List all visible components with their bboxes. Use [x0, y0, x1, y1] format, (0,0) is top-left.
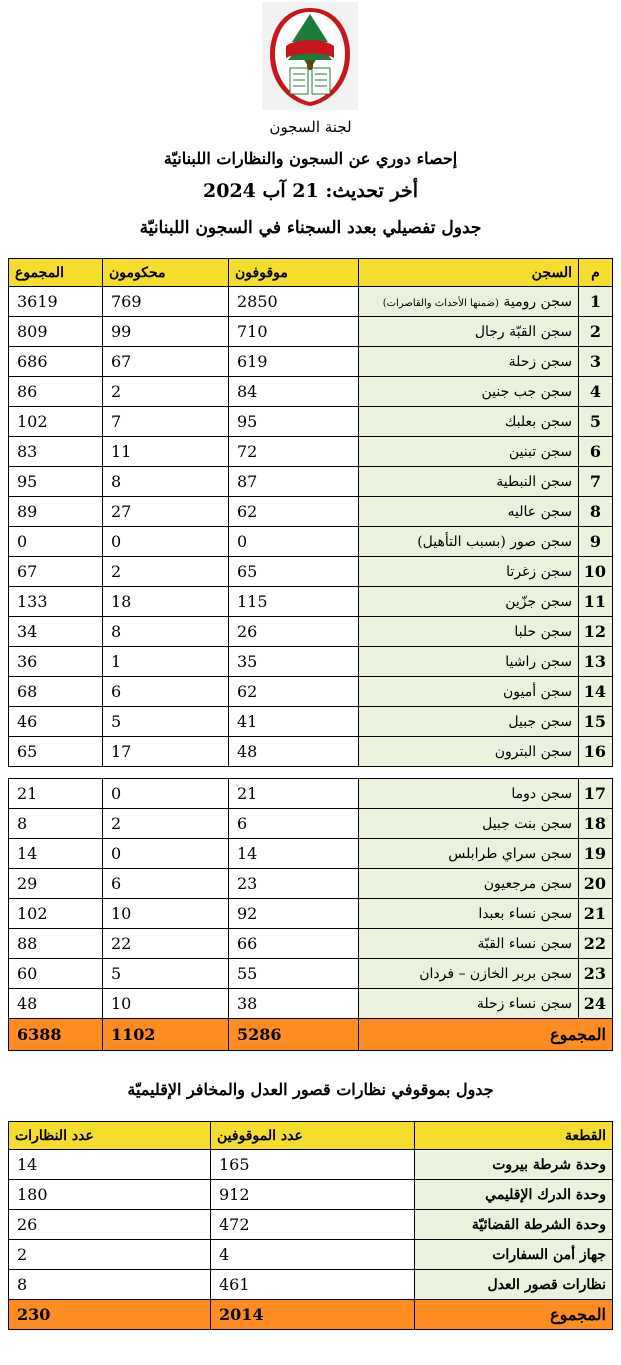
row-index: 21 — [579, 899, 613, 929]
total-count: 86 — [9, 377, 103, 407]
unit-name: وحدة الشرطة القضائيّة — [415, 1210, 613, 1240]
table-row — [9, 677, 613, 707]
detained-count: 26 — [229, 617, 359, 647]
cell-count: 180 — [9, 1180, 211, 1210]
col-total: المجموع — [9, 259, 103, 287]
spacer-cell — [9, 767, 613, 779]
row-index: 11 — [579, 587, 613, 617]
sentenced-count: 0 — [103, 527, 229, 557]
report-title: إحصاء دوري عن السجون والنظارات اللبنانيّة — [163, 149, 458, 168]
table-row — [9, 287, 613, 317]
prison-name: سجن دوما — [359, 779, 579, 809]
col-cells: عدد النظارات — [9, 1122, 211, 1150]
table-row — [9, 779, 613, 809]
detained-count: 710 — [229, 317, 359, 347]
table-spacer — [9, 767, 613, 779]
prison-name: سجن بربر الخازن – فردان — [359, 959, 579, 989]
regional-table-header — [9, 1122, 613, 1150]
prison-name: سجن زحلة — [359, 347, 579, 377]
total-count: 67 — [9, 557, 103, 587]
total-count: 83 — [9, 437, 103, 467]
col-sentenced: محكومون — [103, 259, 229, 287]
prison-name: سجن النبطية — [359, 467, 579, 497]
row-index: 15 — [579, 707, 613, 737]
sentenced-count: 2 — [103, 557, 229, 587]
sentenced-count: 6 — [103, 869, 229, 899]
total-count: 46 — [9, 707, 103, 737]
detained-count: 66 — [229, 929, 359, 959]
regional-table-title: جدول بموقوفي نظارات قصور العدل والمخافر الإقليميّة — [127, 1080, 494, 1099]
detained-count: 84 — [229, 377, 359, 407]
row-index: 16 — [579, 737, 613, 767]
total-count: 3619 — [9, 287, 103, 317]
prison-name: سجن زغرتا — [359, 557, 579, 587]
table-row — [9, 707, 613, 737]
sentenced-count: 8 — [103, 467, 229, 497]
detained-count: 38 — [229, 989, 359, 1019]
sentenced-count: 99 — [103, 317, 229, 347]
col-unit: القطعة — [415, 1122, 613, 1150]
sentenced-count: 10 — [103, 989, 229, 1019]
total-count: 21 — [9, 779, 103, 809]
prison-name: سجن جب جنين — [359, 377, 579, 407]
sentenced-count: 8 — [103, 617, 229, 647]
total-count: 29 — [9, 869, 103, 899]
total-count: 88 — [9, 929, 103, 959]
sentenced-count: 0 — [103, 779, 229, 809]
detained-count: 55 — [229, 959, 359, 989]
unit-name: جهاز أمن السفارات — [415, 1240, 613, 1270]
sentenced-count: 5 — [103, 959, 229, 989]
prison-name: سجن بعلبك — [359, 407, 579, 437]
table-row — [9, 587, 613, 617]
total-count: 133 — [9, 587, 103, 617]
total-count: 65 — [9, 737, 103, 767]
row-index: 20 — [579, 869, 613, 899]
detained-count: 23 — [229, 869, 359, 899]
detained-count: 62 — [229, 497, 359, 527]
row-index: 9 — [579, 527, 613, 557]
prison-name: سجن راشيا — [359, 647, 579, 677]
total-count: 0 — [9, 527, 103, 557]
bar-association-logo — [262, 2, 358, 110]
prisons-table-header — [9, 259, 613, 287]
unit-name: نظارات قصور العدل — [415, 1270, 613, 1300]
cell-count: 2 — [9, 1240, 211, 1270]
prison-name: سجن نساء زحلة — [359, 989, 579, 1019]
prison-name: سجن نساء القبّة — [359, 929, 579, 959]
prison-name: سجن تبنين — [359, 437, 579, 467]
sentenced-count: 67 — [103, 347, 229, 377]
row-index: 18 — [579, 809, 613, 839]
row-index: 22 — [579, 929, 613, 959]
total-label: المجموع — [415, 1300, 613, 1330]
table-row — [9, 617, 613, 647]
prison-name — [359, 287, 579, 317]
total-count: 95 — [9, 467, 103, 497]
detained-count: 72 — [229, 437, 359, 467]
sentenced-count: 6 — [103, 677, 229, 707]
sentenced-count: 18 — [103, 587, 229, 617]
cell-count: 26 — [9, 1210, 211, 1240]
total-count: 8 — [9, 809, 103, 839]
row-index: 7 — [579, 467, 613, 497]
regional-table — [8, 1121, 613, 1330]
detained-count: 41 — [229, 707, 359, 737]
detained-count: 21 — [229, 779, 359, 809]
prison-name: سجن حلبا — [359, 617, 579, 647]
row-index: 4 — [579, 377, 613, 407]
col-prison: السجن — [359, 259, 579, 287]
detained-count: 48 — [229, 737, 359, 767]
total-count: 60 — [9, 959, 103, 989]
table-row — [9, 929, 613, 959]
table-row — [9, 497, 613, 527]
table-row — [9, 317, 613, 347]
row-index: 5 — [579, 407, 613, 437]
detained-count: 95 — [229, 407, 359, 437]
table-row — [9, 527, 613, 557]
cell-count: 14 — [9, 1150, 211, 1180]
total-row — [9, 1019, 613, 1051]
detainee-count: 165 — [211, 1150, 415, 1180]
table-row — [9, 557, 613, 587]
prison-note: (ضمنها الأحداث والقاصرات) — [382, 297, 499, 309]
total-count: 48 — [9, 989, 103, 1019]
table-row — [9, 1240, 613, 1270]
table-row — [9, 407, 613, 437]
col-index: م — [579, 259, 613, 287]
row-index: 17 — [579, 779, 613, 809]
prison-name: سجن نساء بعبدا — [359, 899, 579, 929]
prison-name: سجن عاليه — [359, 497, 579, 527]
prison-name: سجن أميون — [359, 677, 579, 707]
total-count: 809 — [9, 317, 103, 347]
sentenced-count: 769 — [103, 287, 229, 317]
detained-count: 2850 — [229, 287, 359, 317]
sentenced-count: 27 — [103, 497, 229, 527]
total-count: 89 — [9, 497, 103, 527]
table-row — [9, 647, 613, 677]
total-cells: 230 — [9, 1300, 211, 1330]
sentenced-count: 2 — [103, 377, 229, 407]
total-count: 102 — [9, 407, 103, 437]
unit-name: وحدة الدرك الإقليمي — [415, 1180, 613, 1210]
sentenced-count: 11 — [103, 437, 229, 467]
sentenced-count: 10 — [103, 899, 229, 929]
row-index: 8 — [579, 497, 613, 527]
row-index: 1 — [579, 287, 613, 317]
detained-count: 92 — [229, 899, 359, 929]
row-index: 12 — [579, 617, 613, 647]
table-row — [9, 737, 613, 767]
detained-count: 35 — [229, 647, 359, 677]
total-label: المجموع — [359, 1019, 613, 1051]
row-index: 23 — [579, 959, 613, 989]
prison-name: سجن القبّة رجال — [359, 317, 579, 347]
detainee-count: 4 — [211, 1240, 415, 1270]
table-row — [9, 437, 613, 467]
sentenced-count: 1 — [103, 647, 229, 677]
detained-count: 87 — [229, 467, 359, 497]
table-row — [9, 347, 613, 377]
table-row — [9, 899, 613, 929]
total-count: 686 — [9, 347, 103, 377]
prison-name: سجن جزّين — [359, 587, 579, 617]
total-count: 68 — [9, 677, 103, 707]
detained-count: 6 — [229, 809, 359, 839]
table-row — [9, 377, 613, 407]
sentenced-count: 7 — [103, 407, 229, 437]
detained-count: 65 — [229, 557, 359, 587]
sentenced-count: 2 — [103, 809, 229, 839]
table-row — [9, 809, 613, 839]
detainee-count: 472 — [211, 1210, 415, 1240]
row-index: 19 — [579, 839, 613, 869]
table-row — [9, 1180, 613, 1210]
table-title: جدول تفصيلي بعدد السجناء في السجون اللبنانيّة — [139, 218, 482, 238]
table-row — [9, 1210, 613, 1240]
prison-name-text: سجن رومية — [503, 293, 572, 310]
table-row — [9, 839, 613, 869]
row-index: 24 — [579, 989, 613, 1019]
col-detainees: عدد الموقوفين — [211, 1122, 415, 1150]
detained-count: 619 — [229, 347, 359, 377]
prison-name: سجن جبيل — [359, 707, 579, 737]
detained-count: 14 — [229, 839, 359, 869]
prison-name: سجن صور (بسبب التأهيل) — [359, 527, 579, 557]
sentenced-count: 17 — [103, 737, 229, 767]
detained-count: 115 — [229, 587, 359, 617]
detained-count: 0 — [229, 527, 359, 557]
prison-name: سجن بنت جبيل — [359, 809, 579, 839]
committee-name: لجنة السجون — [269, 118, 352, 136]
update-date: أخر تحديث: 21 آب 2024 — [203, 180, 418, 202]
prison-name: سجن سراي طرابلس — [359, 839, 579, 869]
total-detained: 5286 — [229, 1019, 359, 1051]
total-count: 14 — [9, 839, 103, 869]
table-row — [9, 1270, 613, 1300]
total-count: 102 — [9, 899, 103, 929]
sentenced-count: 5 — [103, 707, 229, 737]
table-row — [9, 989, 613, 1019]
detainee-count: 461 — [211, 1270, 415, 1300]
table-row — [9, 467, 613, 497]
row-index: 2 — [579, 317, 613, 347]
table-row — [9, 1150, 613, 1180]
row-index: 14 — [579, 677, 613, 707]
detained-count: 62 — [229, 677, 359, 707]
total-count: 36 — [9, 647, 103, 677]
total-count: 34 — [9, 617, 103, 647]
sentenced-count: 0 — [103, 839, 229, 869]
total-detainees: 2014 — [211, 1300, 415, 1330]
table-row — [9, 959, 613, 989]
regional-total-row — [9, 1300, 613, 1330]
col-detained: موقوفون — [229, 259, 359, 287]
detainee-count: 912 — [211, 1180, 415, 1210]
row-index: 10 — [579, 557, 613, 587]
prison-name: سجن البترون — [359, 737, 579, 767]
total-sentenced: 1102 — [103, 1019, 229, 1051]
prison-name: سجن مرجعيون — [359, 869, 579, 899]
row-index: 3 — [579, 347, 613, 377]
sentenced-count: 22 — [103, 929, 229, 959]
unit-name: وحدة شرطة بيروت — [415, 1150, 613, 1180]
total-sum: 6388 — [9, 1019, 103, 1051]
table-row — [9, 869, 613, 899]
row-index: 6 — [579, 437, 613, 467]
prisons-table — [8, 258, 613, 1051]
cell-count: 8 — [9, 1270, 211, 1300]
row-index: 13 — [579, 647, 613, 677]
